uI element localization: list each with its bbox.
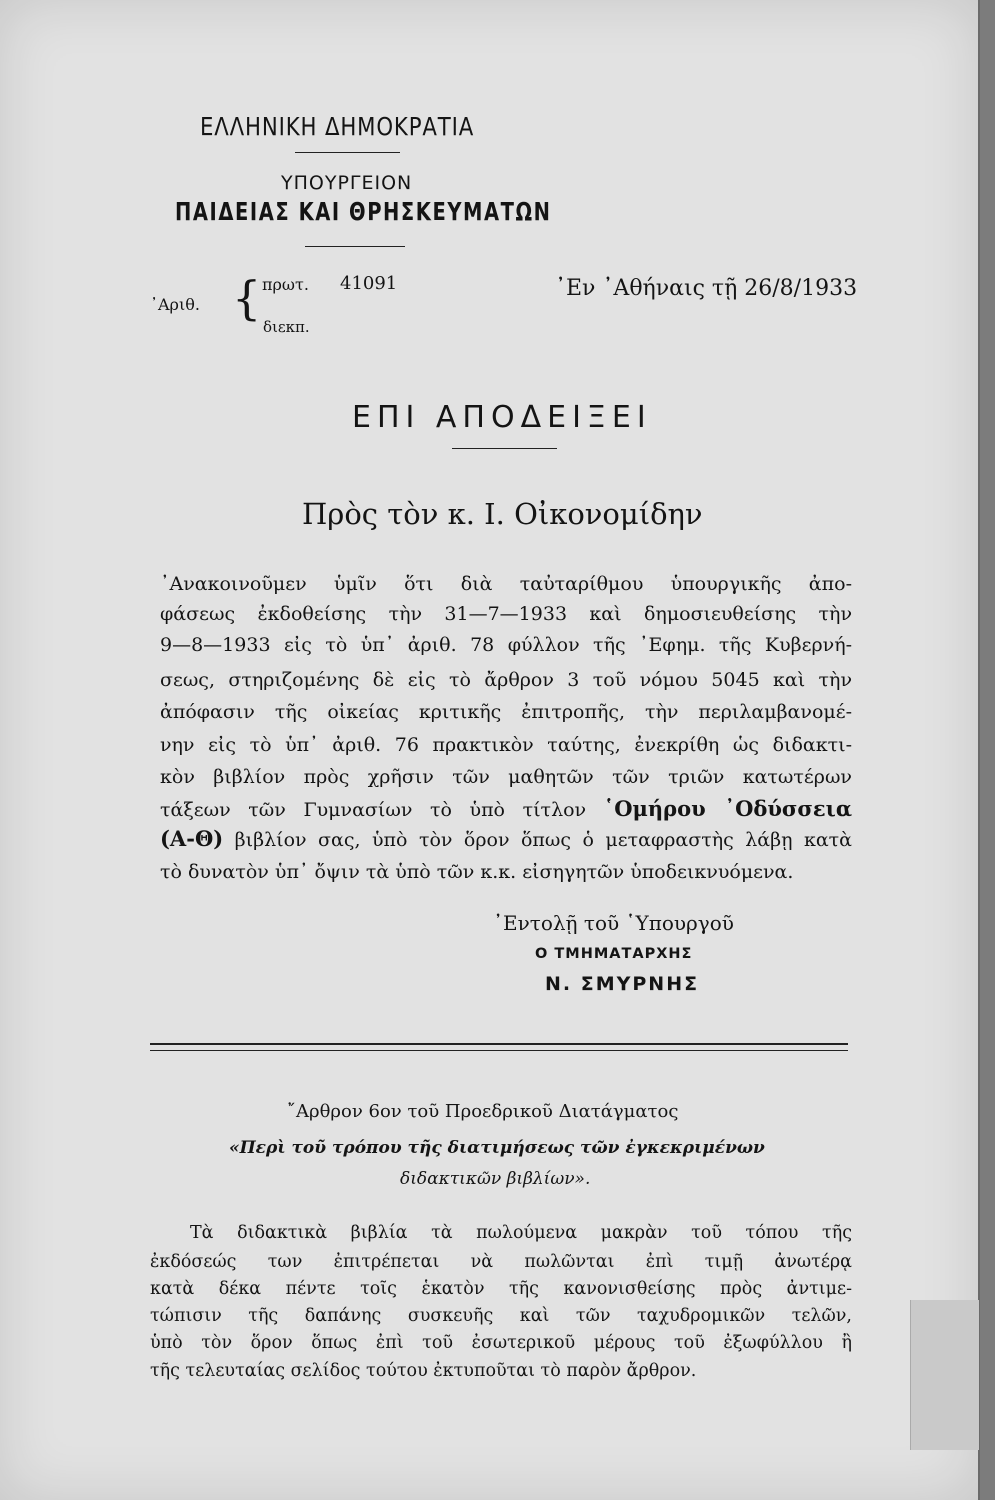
section-divider-bottom (150, 1050, 848, 1051)
header-rule-2 (305, 246, 405, 247)
protocol-label: πρωτ. (262, 275, 309, 294)
section-divider-top (150, 1043, 848, 1045)
article-heading: ῎Αρθρον 6ον τοῦ Προεδρικοῦ Διατάγματος (287, 1101, 679, 1122)
article-line: κατὰ δέκα πέντε τοῖς ἑκατὸν τῆς κανονισθείσης πρὸς ἀντιμε- (150, 1279, 852, 1299)
ministry-line-2: ΠΑΙΔΕΙΑΣ ΚΑΙ ΘΡΗΣΚΕΥΜΑΤΩΝ (175, 197, 552, 226)
article-subtitle-2: διδακτικῶν βιβλίων». (400, 1169, 591, 1189)
date-line: ᾿Εν ᾿Αθήναις τῇ 26/8/1933 (555, 276, 858, 301)
body-line-8 (160, 796, 852, 823)
body-line: ἀπόφασιν τῆς οἰκείας κριτικῆς ἐπιτροπῆς, τὴν περιλαμβανομέ- (160, 701, 852, 723)
body-line-9 (160, 826, 852, 853)
body-line-10: τὸ δυνατὸν ὑπ᾿ ὄψιν τὰ ὑπὸ τῶν κ.κ. εἰσηγητῶν ὑποδεικνυόμενα. (160, 861, 794, 883)
signature-order: ᾿Εντολῇ τοῦ ῾Υπουργοῦ (493, 911, 734, 935)
paper-tab (910, 1300, 979, 1450)
body-line: 9—8—1933 εἰς τὸ ὑπ᾿ ἀριθ. 78 φύλλον τῆς ᾿Εφημ. τῆς Κυβερνή- (160, 634, 852, 656)
body-line: νην εἰς τὸ ὑπ᾿ ἀριθ. 76 πρακτικὸν ταύτης, ἐνεκρίθη ὡς διδακτι- (160, 734, 852, 756)
addressee: Πρὸς τὸν κ. Ι. Οἰκονομίδην (302, 497, 703, 531)
body-line: ᾿Ανακοινοῦμεν ὑμῖν ὅτι διὰ ταὐταρίθμου ὑπουργικῆς ἀπο- (160, 573, 852, 595)
header-rule-1 (295, 152, 400, 153)
body-line-9-text: βιβλίον σας, ὑπὸ τὸν ὅρον ὅπως ὁ μεταφραστὴς λάβῃ κατὰ (234, 829, 852, 851)
signature-name: Ν. ΣΜΥΡΝΗΣ (545, 973, 700, 995)
article-line: ἐκδόσεώς των ἐπιτρέπεται νὰ πωλῶνται ἐπὶ τιμῇ ἀνωτέρᾳ (150, 1252, 852, 1272)
protocol-number: 41091 (340, 273, 398, 294)
dispatch-label: διεκπ. (263, 318, 310, 336)
republic-heading: ΕΛΛΗΝΙΚΗ ΔΗΜΟΚΡΑΤΙΑ (200, 112, 475, 141)
title-rule (452, 448, 557, 449)
brace-icon: { (232, 271, 262, 325)
book-volumes: (Α-Θ) (160, 826, 224, 851)
arith-label: ᾿Αριθ. (150, 295, 200, 314)
body-line: κὸν βιβλίον πρὸς χρῆσιν τῶν μαθητῶν τῶν τριῶν κατωτέρων (160, 766, 852, 788)
notice-title: ΕΠΙ ΑΠΟΔΕΙΞΕΙ (352, 400, 652, 435)
ministry-line-1: ΥΠΟΥΡΓΕΙΟΝ (281, 172, 413, 194)
article-line: τῆς τελευταίας σελίδος τούτου ἐκτυποῦται τὸ παρὸν ἄρθρον. (150, 1361, 697, 1381)
article-subtitle-1: «Περὶ τοῦ τρόπου τῆς διατιμήσεως τῶν ἐγκεκριμένων (229, 1138, 765, 1158)
body-line-8-text: τάξεων τῶν Γυμνασίων τὸ ὑπὸ τίτλον (160, 799, 587, 821)
book-edge (980, 0, 995, 1500)
article-line: τώπισιν τῆς δαπάνης συσκευῆς καὶ τῶν ταχυδρομικῶν τελῶν, (150, 1306, 852, 1326)
signature-title: Ο ΤΜΗΜΑΤΑΡΧΗΣ (535, 946, 693, 962)
body-line: σεως, στηριζομένης δὲ εἰς τὸ ἄρθρον 3 τοῦ νόμου 5045 καὶ τὴν (160, 669, 852, 691)
article-line: ὑπὸ τὸν ὅρον ὅπως ἐπὶ τοῦ ἐσωτερικοῦ μέρους τοῦ ἐξωφύλλου ἢ (150, 1333, 852, 1353)
book-title: ῾Ομήρου ᾿Οδύσσεια (603, 796, 852, 821)
body-line: φάσεως ἐκδοθείσης τὴν 31—7—1933 καὶ δημοσιευθείσης τὴν (160, 603, 852, 625)
article-line: Τὰ διδακτικὰ βιβλία τὰ πωλούμενα μακρὰν τοῦ τόπου τῆς (190, 1223, 852, 1243)
